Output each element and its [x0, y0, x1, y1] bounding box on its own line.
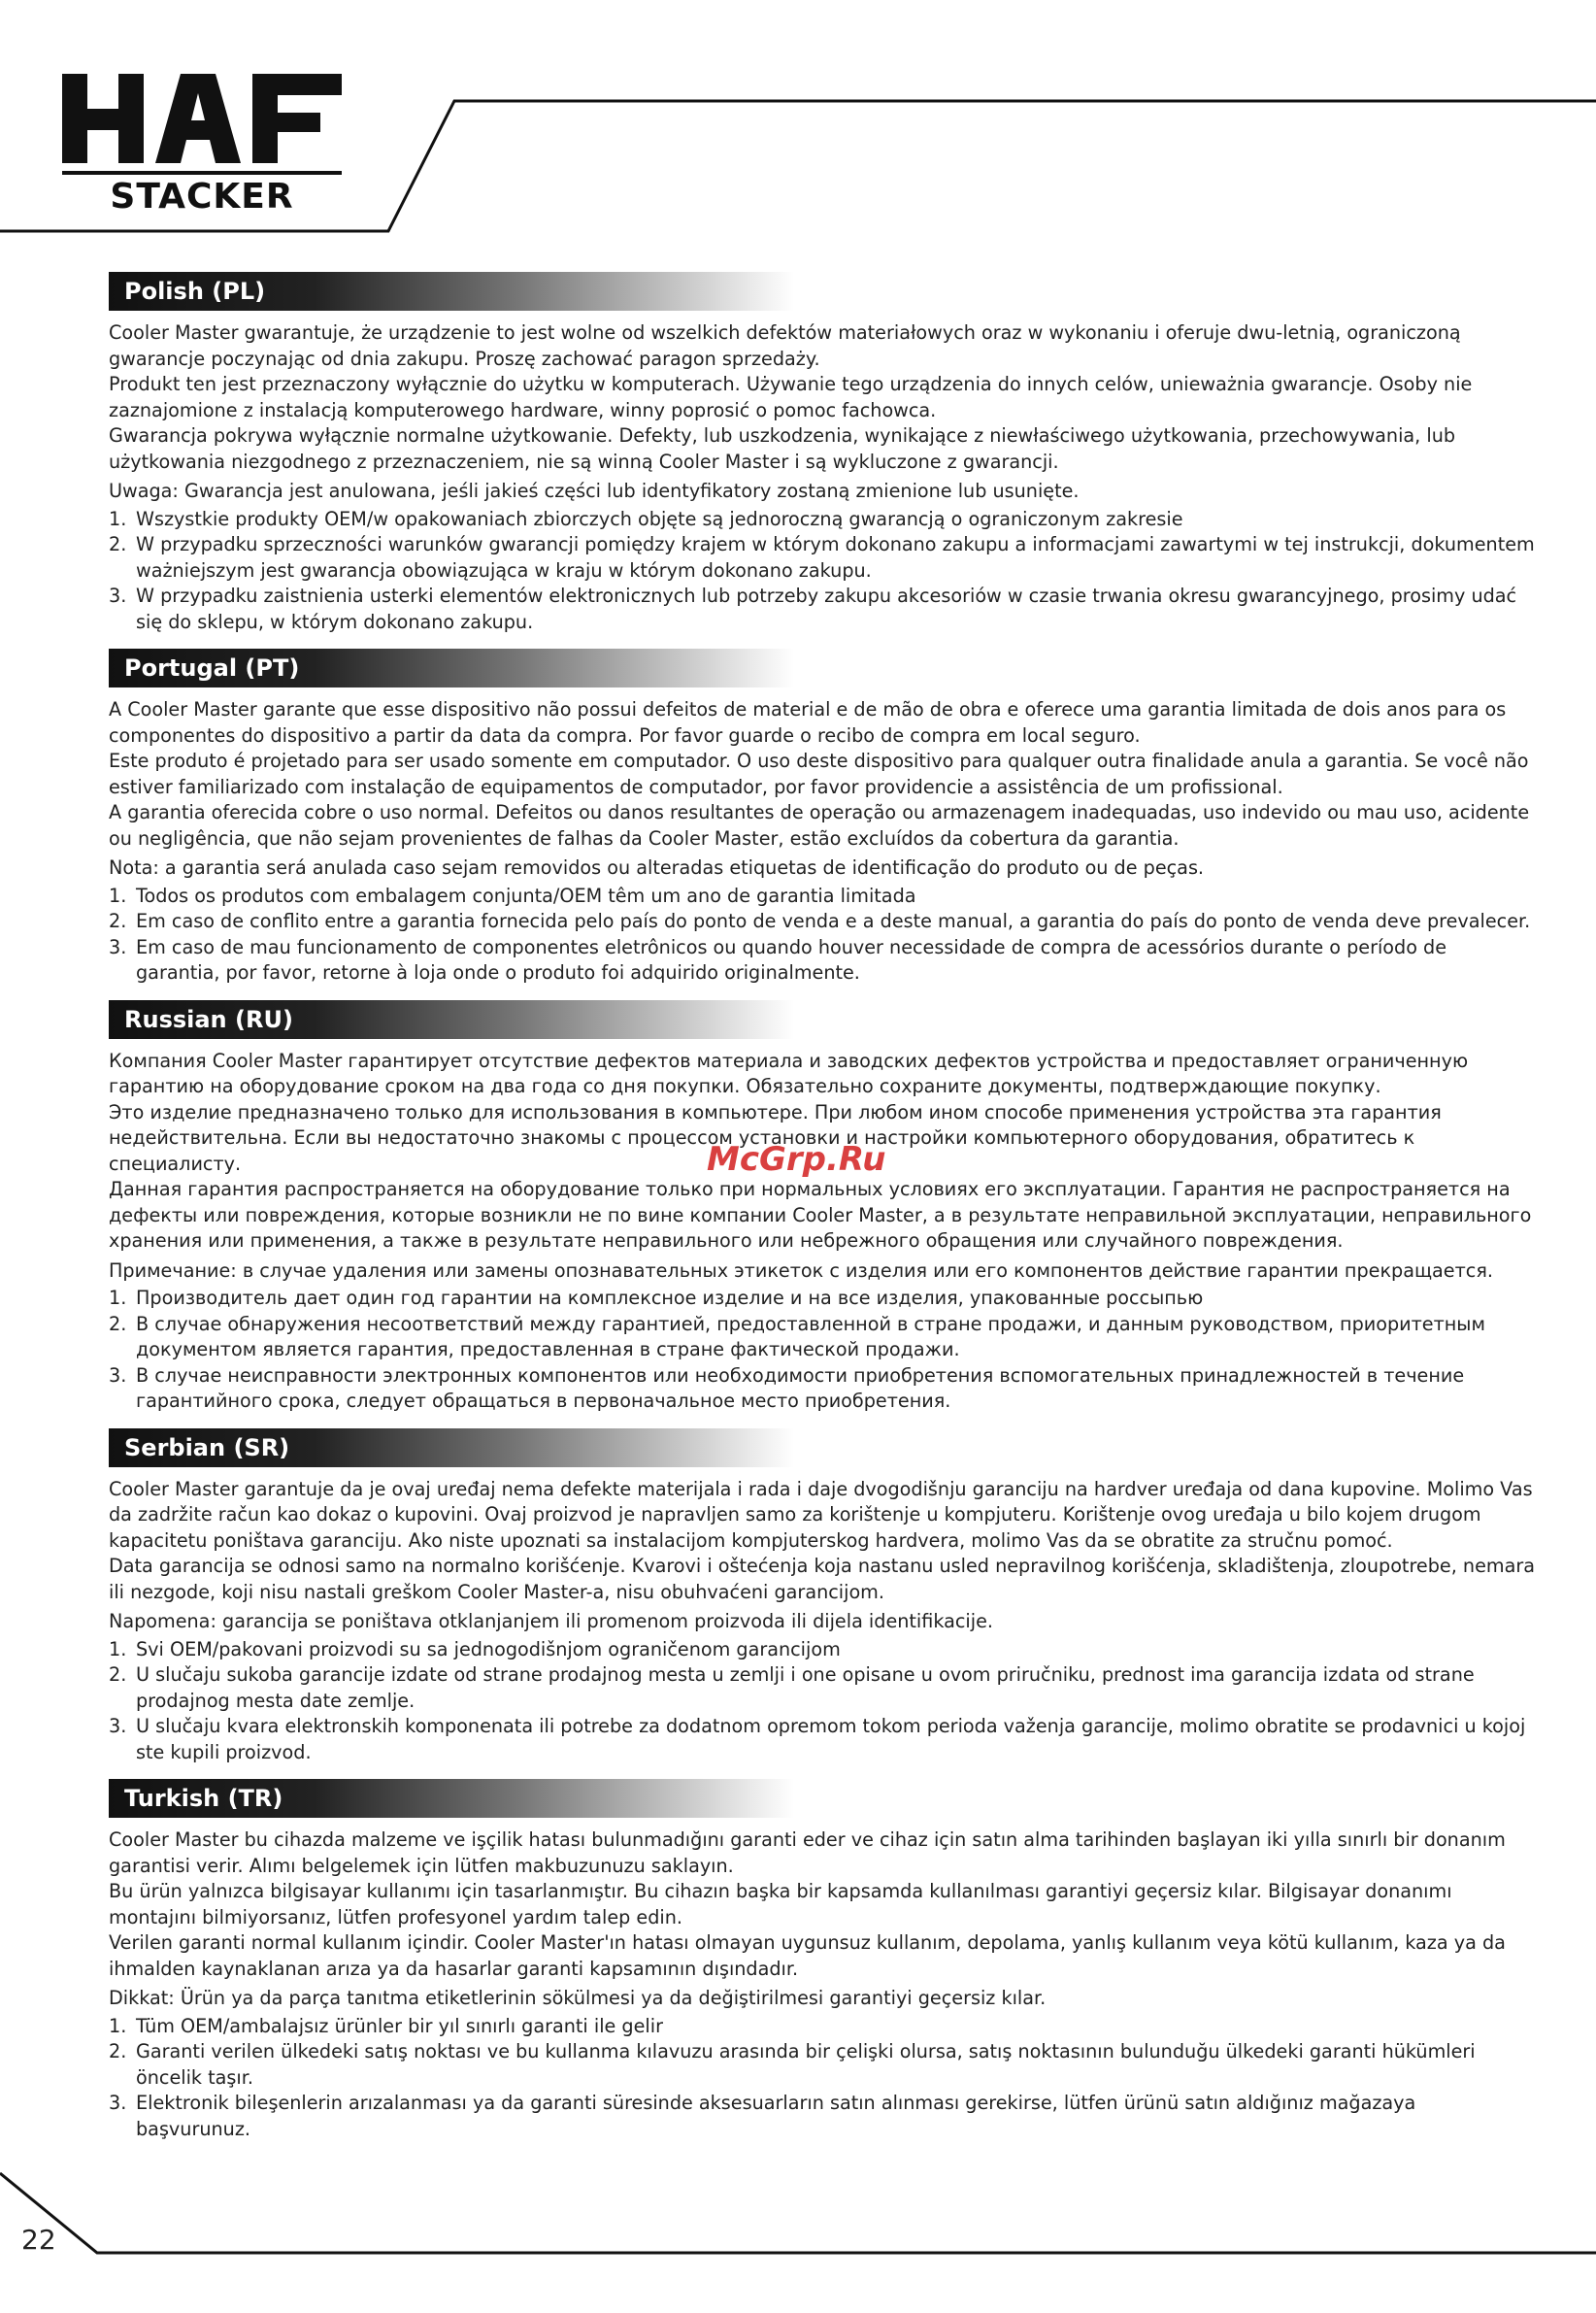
section-heading: Portugal (PT): [109, 649, 794, 687]
section-polish: [109, 272, 1536, 635]
list-item: 3. U slučaju kvara elektronskih komponenata ili potrebe za dodatnom opremom tokom perioda važenja garancije, molimo obratite se prodavnici u kojoj ste kupili proizvod.: [109, 1715, 1526, 1763]
list-item: 1. Производитель дает один год гарантии на комплексное изделие и на все изделия, упакованные россыпью: [109, 1287, 1204, 1309]
list-item: 2. Garanti verilen ülkedeki satış noktası ve bu kullanma kılavuzu arasında bir çelişki olursa, satış noktasının bulunduğu ülkedeki garanti hükümleri öncelik taşır.: [109, 2040, 1476, 2089]
paragraph: Gwarancja pokrywa wyłącznie normalne użytkowanie. Defekty, lub uszkodzenia, wynikające z niewłaściwego użytkowania, przechowywania, lub użytkowania niezgodnego z przeznaczeniem, nie są winną Cooler Master i są wykluczone z gwarancji.: [109, 424, 1456, 473]
list-item: 2. U slučaju sukoba garancije izdate od strane prodajnog mesta u zemlji i one opisane u ovom priručniku, prednost ima garancija izdata od strane prodajnog mesta date zemlje.: [109, 1663, 1475, 1712]
paragraph: Data garancija se odnosi samo na normalno korišćenje. Kvarovi i oštećenja koja nastanu usled nepravilnog korišćenja, skladištenja, zloupotrebe, nemara ili nezgode, koji nisu nastali greškom Cooler Master-a, nisu obuhvaćeni garancijom.: [109, 1555, 1535, 1603]
paragraph: Este produto é projetado para ser usado somente em computador. O uso deste dispositivo para qualquer outra finalidade anula a garantia. Se você não estiver familiarizado com instalação de equipamentos de computador, por favor providencie a assistência de um profissional.: [109, 750, 1529, 798]
note: Uwaga: Gwarancja jest anulowana, jeśli jakieś części lub identyfikatory zostaną zmienione lub usunięte.: [109, 480, 1080, 502]
list-item: 2. Em caso de conflito entre a garantia fornecida pelo país do ponto de venda e a deste manual, a garantia do país do ponto de venda deve prevalecer.: [109, 910, 1531, 932]
list-item: 3. Em caso de mau funcionamento de componentes eletrônicos ou quando houver necessidade de compra de acessórios durante o período de garantia, por favor, retorne à loja onde o produto foi adquirido originalmente.: [109, 935, 1447, 984]
haf-stacker-logo: [62, 74, 344, 210]
note: Napomena: garancija se poništava otklanjanjem ili promenom proizvoda ili dijela identifikacije.: [109, 1610, 993, 1632]
list-item: 3. В случае неисправности электронных компонентов или необходимости приобретения вспомогательных принадлежностей в течение гарантийного срока, следует обращаться в первоначальное место приобретения.: [109, 1363, 1465, 1412]
section-heading: Polish (PL): [109, 272, 794, 311]
note: Dikkat: Ürün ya da parça tanıtma etiketlerinin sökülmesi ya da değiştirilmesi garantiyi geçersiz kılar.: [109, 1987, 1047, 2009]
section-heading: Russian (RU): [109, 1000, 794, 1039]
list-item: 1. Tüm OEM/ambalajsız ürünler bir yıl sınırlı garanti ile gelir: [109, 2014, 663, 2037]
paragraph: Компания Cooler Master гарантирует отсутствие дефектов материала и заводских дефектов устройства и предоставляет ограниченную гарантию на оборудование сроком на два года со дня покупки. Обязательно сохраните документы, подтверждающие покупку.: [109, 1049, 1469, 1097]
numbered-list: [109, 1286, 1536, 1415]
paragraph: Verilen garanti normal kullanım içindir. Cooler Master'ın hatası olmayan uygunsuz kullanım, depolama, yanlış kullanım veya kötü kullanım, kaza ya da ihmalden kaynaklanan arıza ya da hasarlar garanti kapsamının dışındadır.: [109, 1931, 1506, 1980]
numbered-list: [109, 507, 1536, 636]
paragraph: Produkt ten jest przeznaczony wyłącznie do użytku w komputerach. Używanie tego urządzenia do innych celów, unieważnia gwarancje. Osoby nie zaznajomione z instalacją komputerowego hardware, winny poprosić o pomoc fachowca.: [109, 373, 1473, 421]
warranty-content: [109, 272, 1536, 2156]
paragraph: Это изделие предназначено только для использования в компьютере. При любом ином способе применения устройства эта гарантия недействительна. Если вы недостаточно знакомы с процессом установки и настройки компьютерного оборудования, обратитесь к специалисту.: [109, 1100, 1442, 1175]
paragraph: Cooler Master garantuje da je ovaj uređaj nema defekte materijala i rada i daje dvogodišnju garanciju na hardver uređaja od dana kupovine. Molimo Vas da zadržite račun kao dokaz o kupovini. Ovaj proizvod je napravljen samo za korištenje u kompjuteru. Korištenje ovog uređaja u bilo kojem drugom kapacitetu poništava garanciju. Ako niste upoznati sa instalacijom kompjuterskog hardvera, molimo Vas da se obratite za stručnu pomoć.: [109, 1477, 1533, 1552]
section-heading: Turkish (TR): [109, 1779, 794, 1818]
list-item: 2. W przypadku sprzeczności warunków gwarancji pomiędzy krajem w którym dokonano zakupu a informacjami zawartymi w tej instrukcji, dokumentem ważniejszym jest gwarancja obowiązująca w kraju w którym dokonano zakupu.: [109, 533, 1535, 582]
numbered-list: [109, 2014, 1536, 2143]
list-item: 1. Svi OEM/pakovani proizvodi su sa jednogodišnjom ograničenom garancijom: [109, 1637, 841, 1660]
paragraph: Cooler Master gwarantuje, że urządzenie to jest wolne od wszelkich defektów materiałowych oraz w wykonaniu i oferuje dwu-letnią, ograniczoną gwarancje poczynając od dnia zakupu. Proszę zachować paragon sprzedaży.: [109, 321, 1461, 370]
paragraph: Cooler Master bu cihazda malzeme ve işçilik hatası bulunmadığını garanti eder ve cihaz için satın alma tarihinden başlayan iki yılla sınırlı bir donanım garantisi verir. Alımı belgelemek için lütfen makbuzunuzu saklayın.: [109, 1828, 1506, 1877]
list-item: 3. W przypadku zaistnienia usterki elementów elektronicznych lub potrzeby zakupu akcesoriów w czasie trwania okresu gwarancyjnego, prosimy udać się do sklepu, w którym dokonano zakupu.: [109, 585, 1517, 633]
numbered-list: [109, 884, 1536, 987]
paragraph: Данная гарантия распространяется на оборудование только при нормальных условиях его эксплуатации. Гарантия не распространяется на дефекты или повреждения, которые возникли не по вине компании Cooler Master, а в результате неправильной эксплуатации, неправильного хранения или применения, а также в результате неправильного или небрежного обращения или случайного повреждения.: [109, 1178, 1532, 1252]
section-portugal: [109, 649, 1536, 987]
section-turkish: [109, 1779, 1536, 2142]
watermark: McGrp.Ru: [707, 1140, 886, 1179]
page-number: 22: [21, 2224, 56, 2256]
list-item: 1. Wszystkie produkty OEM/w opakowaniach zbiorczych objęte są jednoroczną gwarancją o ograniczonym zakresie: [109, 507, 1183, 530]
paragraph: A Cooler Master garante que esse dispositivo não possui defeitos de material e de mão de obra e oferece uma garantia limitada de dois anos para os componentes do dispositivo a partir da data da compra. Por favor guarde o recibo de compra em local seguro.: [109, 698, 1507, 747]
note: Примечание: в случае удаления или замены опознавательных этикеток с изделия или его компонентов действие гарантии прекращается.: [109, 1258, 1493, 1282]
svg-text:STACKER: STACKER: [110, 177, 294, 210]
list-item: 3. Elektronik bileşenlerin arızalanması ya da garanti süresinde aksesuarların satın alınması gerekirse, lütfen ürünü satın aldığınız mağazaya başvurunuz.: [109, 2092, 1416, 2140]
list-item: 1. Todos os produtos com embalagem conjunta/OEM têm um ano de garantia limitada: [109, 884, 916, 907]
section-serbian: [109, 1428, 1536, 1766]
paragraph: Bu ürün yalnızca bilgisayar kullanımı için tasarlanmıştır. Bu cihazın başka bir kapsamda kullanılması garantiyi geçersiz kılar. Bilgisayar donanımı montajını bilmiyorsanız, lütfen profesyonel yardım talep edin.: [109, 1880, 1452, 1928]
note: Nota: a garantia será anulada caso sejam removidos ou alteradas etiquetas de identificação do produto ou de peças.: [109, 856, 1205, 879]
section-heading: Serbian (SR): [109, 1428, 794, 1467]
numbered-list: [109, 1637, 1536, 1766]
paragraph: A garantia oferecida cobre o uso normal. Defeitos ou danos resultantes de operação ou armazenagem inadequadas, uso indevido ou mau uso, acidente ou negligência, que não sejam provenientes de falhas da Cooler Master, estão excluídos da cobertura da garantia.: [109, 801, 1530, 850]
list-item: 2. В случае обнаружения несоответствий между гарантией, предоставленной в стране продажи, и данным руководством, приоритетным документом является гарантия, предоставленная в стране фактической продажи.: [109, 1312, 1485, 1360]
section-russian: [109, 1000, 1536, 1415]
